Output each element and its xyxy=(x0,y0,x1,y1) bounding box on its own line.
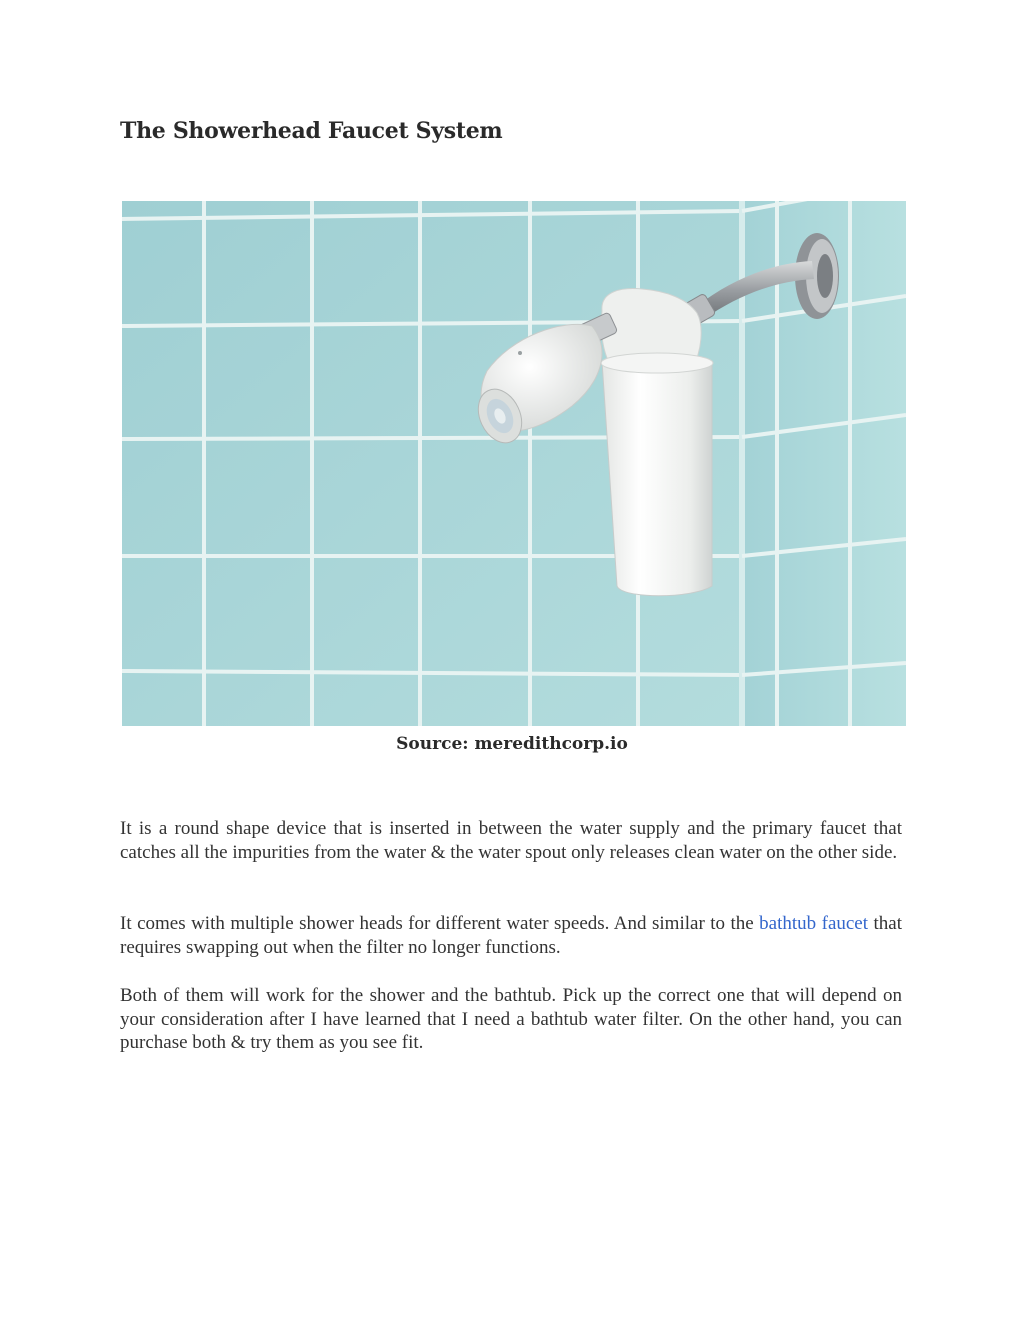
paragraph-2-text-after: that requires swapping out when the filter no longer functions. xyxy=(120,913,902,958)
image-caption: Source: meredithcorp.io xyxy=(396,734,628,754)
page-title: The Showerhead Faucet System xyxy=(120,118,503,144)
paragraph-3: Both of them will work for the shower and the bathtub. Pick up the correct one that will depend on your consideration after I have learned that I need a bathtub water filter. On the other hand, you can purchase both & try them as you see fit. xyxy=(120,985,902,1053)
paragraph-1: It is a round shape device that is inserted in between the water supply and the primary faucet that catches all the impurities from the water & the water spout only releases clean water on the other side. xyxy=(120,818,902,863)
paragraph-2-text-before: It comes with multiple shower heads for different water speeds. And similar to the xyxy=(120,913,760,934)
shower-filter-photo xyxy=(122,201,906,726)
paragraph-2 xyxy=(120,912,902,959)
bathtub-faucet-link[interactable]: bathtub faucet xyxy=(759,913,869,934)
